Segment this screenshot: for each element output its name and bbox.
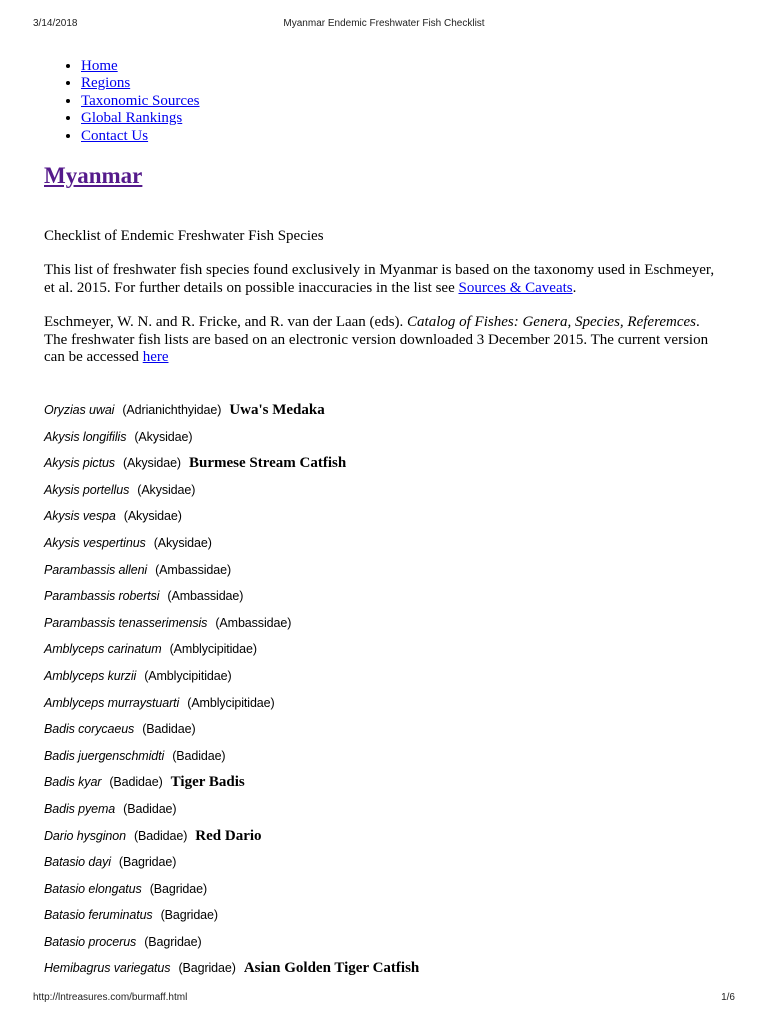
species-scientific-name: Parambassis tenasserimensis — [44, 615, 208, 630]
species-scientific-name: Amblyceps kurzii — [44, 668, 137, 683]
species-family: (Badidae) — [172, 748, 226, 763]
species-family: (Bagridae) — [160, 908, 218, 923]
species-scientific-name: Batasio dayi — [44, 855, 111, 870]
species-family: (Badidae) — [142, 722, 196, 737]
species-row — [44, 424, 419, 451]
species-row — [44, 716, 419, 743]
species-list — [44, 397, 419, 982]
species-row — [44, 530, 419, 557]
intro-text: This list of freshwater fish species found exclusively in Myanmar is based on the taxonomy used in Eschmeyer, et al. 2015. For further details on possible inaccuracies in the list see — [44, 262, 715, 296]
species-scientific-name: Dario hysginon — [44, 828, 126, 843]
species-family: (Ambassidae) — [167, 589, 244, 604]
species-family: (Badidae) — [123, 801, 177, 816]
species-family: (Amblycipitidae) — [187, 695, 275, 710]
print-page-number: 1/6 — [721, 992, 735, 1003]
species-row — [44, 663, 419, 690]
species-family: (Badidae) — [109, 775, 163, 790]
species-family: (Bagridae) — [144, 934, 202, 949]
nav-item-global-rankings — [81, 110, 200, 127]
species-scientific-name: Akysis longifilis — [44, 429, 127, 444]
citation-rest: . The freshwater fish lists are based on an electronic version downloaded 3 December 2015. The current version can be accessed — [44, 314, 709, 366]
nav-item-contact-us — [81, 128, 200, 145]
species-common-name: Red Dario — [195, 827, 262, 844]
species-row — [44, 849, 419, 876]
print-url: http://lntreasures.com/burmaff.html — [33, 992, 188, 1003]
species-row — [44, 450, 419, 477]
species-common-name: Burmese Stream Catfish — [189, 455, 347, 472]
nav-item-home — [81, 58, 200, 75]
species-family: (Bagridae) — [178, 961, 236, 976]
species-scientific-name: Batasio feruminatus — [44, 908, 153, 923]
print-date: 3/14/2018 — [33, 18, 78, 29]
page-title — [44, 163, 142, 189]
species-common-name: Uwa's Medaka — [229, 402, 325, 418]
species-scientific-name: Hemibagrus variegatus — [44, 961, 171, 976]
species-scientific-name: Akysis pictus — [44, 456, 115, 471]
species-scientific-name: Oryzias uwai — [44, 403, 115, 417]
species-scientific-name: Batasio elongatus — [44, 881, 142, 896]
nav-menu — [44, 58, 200, 145]
species-row — [44, 955, 419, 982]
citation-catalog-title: Catalog of Fishes: Genera, Species, Referemces — [407, 314, 696, 330]
species-row — [44, 557, 419, 584]
species-row — [44, 769, 419, 796]
species-row — [44, 477, 419, 504]
species-row — [44, 503, 419, 530]
species-family: (Akysidae) — [137, 482, 196, 497]
sources-caveats-link[interactable]: Sources & Caveats — [458, 279, 573, 296]
nav-item-regions — [81, 75, 200, 92]
nav-link-home[interactable]: Home — [81, 58, 118, 74]
species-family: (Akysidae) — [122, 456, 181, 471]
print-doc-title: Myanmar Endemic Freshwater Fish Checklist — [283, 18, 485, 29]
species-scientific-name: Badis kyar — [44, 775, 102, 790]
species-common-name: Tiger Badis — [170, 774, 245, 791]
print-footer — [33, 992, 735, 1006]
species-family: (Amblycipitidae) — [169, 642, 257, 657]
catalog-here-link[interactable]: here — [142, 349, 169, 366]
species-scientific-name: Parambassis robertsi — [44, 589, 160, 604]
species-family: (Bagridae) — [149, 881, 208, 896]
species-scientific-name: Akysis portellus — [44, 482, 130, 497]
intro-end: . — [572, 279, 577, 296]
species-family: (Ambassidae) — [215, 615, 292, 630]
species-row — [44, 636, 419, 663]
species-row — [44, 397, 419, 424]
species-family: (Ambassidae) — [155, 562, 232, 577]
species-scientific-name: Batasio procerus — [44, 934, 137, 949]
species-scientific-name: Amblyceps carinatum — [44, 642, 162, 657]
species-family: (Badidae) — [133, 828, 188, 843]
nav-link-global-rankings[interactable]: Global Rankings — [81, 110, 183, 127]
species-row — [44, 610, 419, 637]
species-family: (Akysidae) — [134, 429, 193, 444]
species-scientific-name: Badis juergenschmidti — [44, 748, 165, 763]
species-row — [44, 796, 419, 823]
checklist-subtitle: Checklist of Endemic Freshwater Fish Species — [44, 228, 324, 244]
species-scientific-name: Parambassis alleni — [44, 562, 148, 577]
species-scientific-name: Akysis vespa — [44, 509, 116, 524]
species-row — [44, 902, 419, 929]
nav-link-taxonomic-sources[interactable]: Taxonomic Sources — [81, 92, 200, 109]
species-row — [44, 823, 419, 850]
page-title-link[interactable]: Myanmar — [44, 163, 143, 188]
species-scientific-name: Amblyceps murraystuarti — [44, 695, 180, 710]
nav-item-taxonomic-sources — [81, 93, 200, 110]
species-row — [44, 929, 419, 956]
species-row — [44, 876, 419, 903]
nav-link-contact-us[interactable]: Contact Us — [81, 127, 149, 144]
species-family: (Akysidae) — [123, 509, 182, 524]
species-family: (Amblycipitidae) — [144, 668, 232, 683]
species-scientific-name: Badis corycaeus — [44, 722, 135, 737]
species-family: (Adrianichthyidae) — [122, 403, 222, 417]
species-scientific-name: Akysis vespertinus — [44, 535, 146, 550]
citation-authors: Eschmeyer, W. N. and R. Fricke, and R. van der Laan (eds). — [44, 314, 408, 330]
print-header — [33, 18, 735, 32]
species-scientific-name: Badis pyema — [44, 801, 116, 816]
species-row — [44, 743, 419, 770]
species-row — [44, 690, 419, 717]
citation-paragraph — [44, 314, 726, 367]
species-common-name: Asian Golden Tiger Catfish — [243, 960, 420, 977]
nav-link-regions[interactable]: Regions — [81, 75, 131, 92]
intro-paragraph — [44, 262, 726, 297]
species-family: (Akysidae) — [153, 535, 212, 550]
species-family: (Bagridae) — [118, 855, 177, 870]
species-row — [44, 583, 419, 610]
